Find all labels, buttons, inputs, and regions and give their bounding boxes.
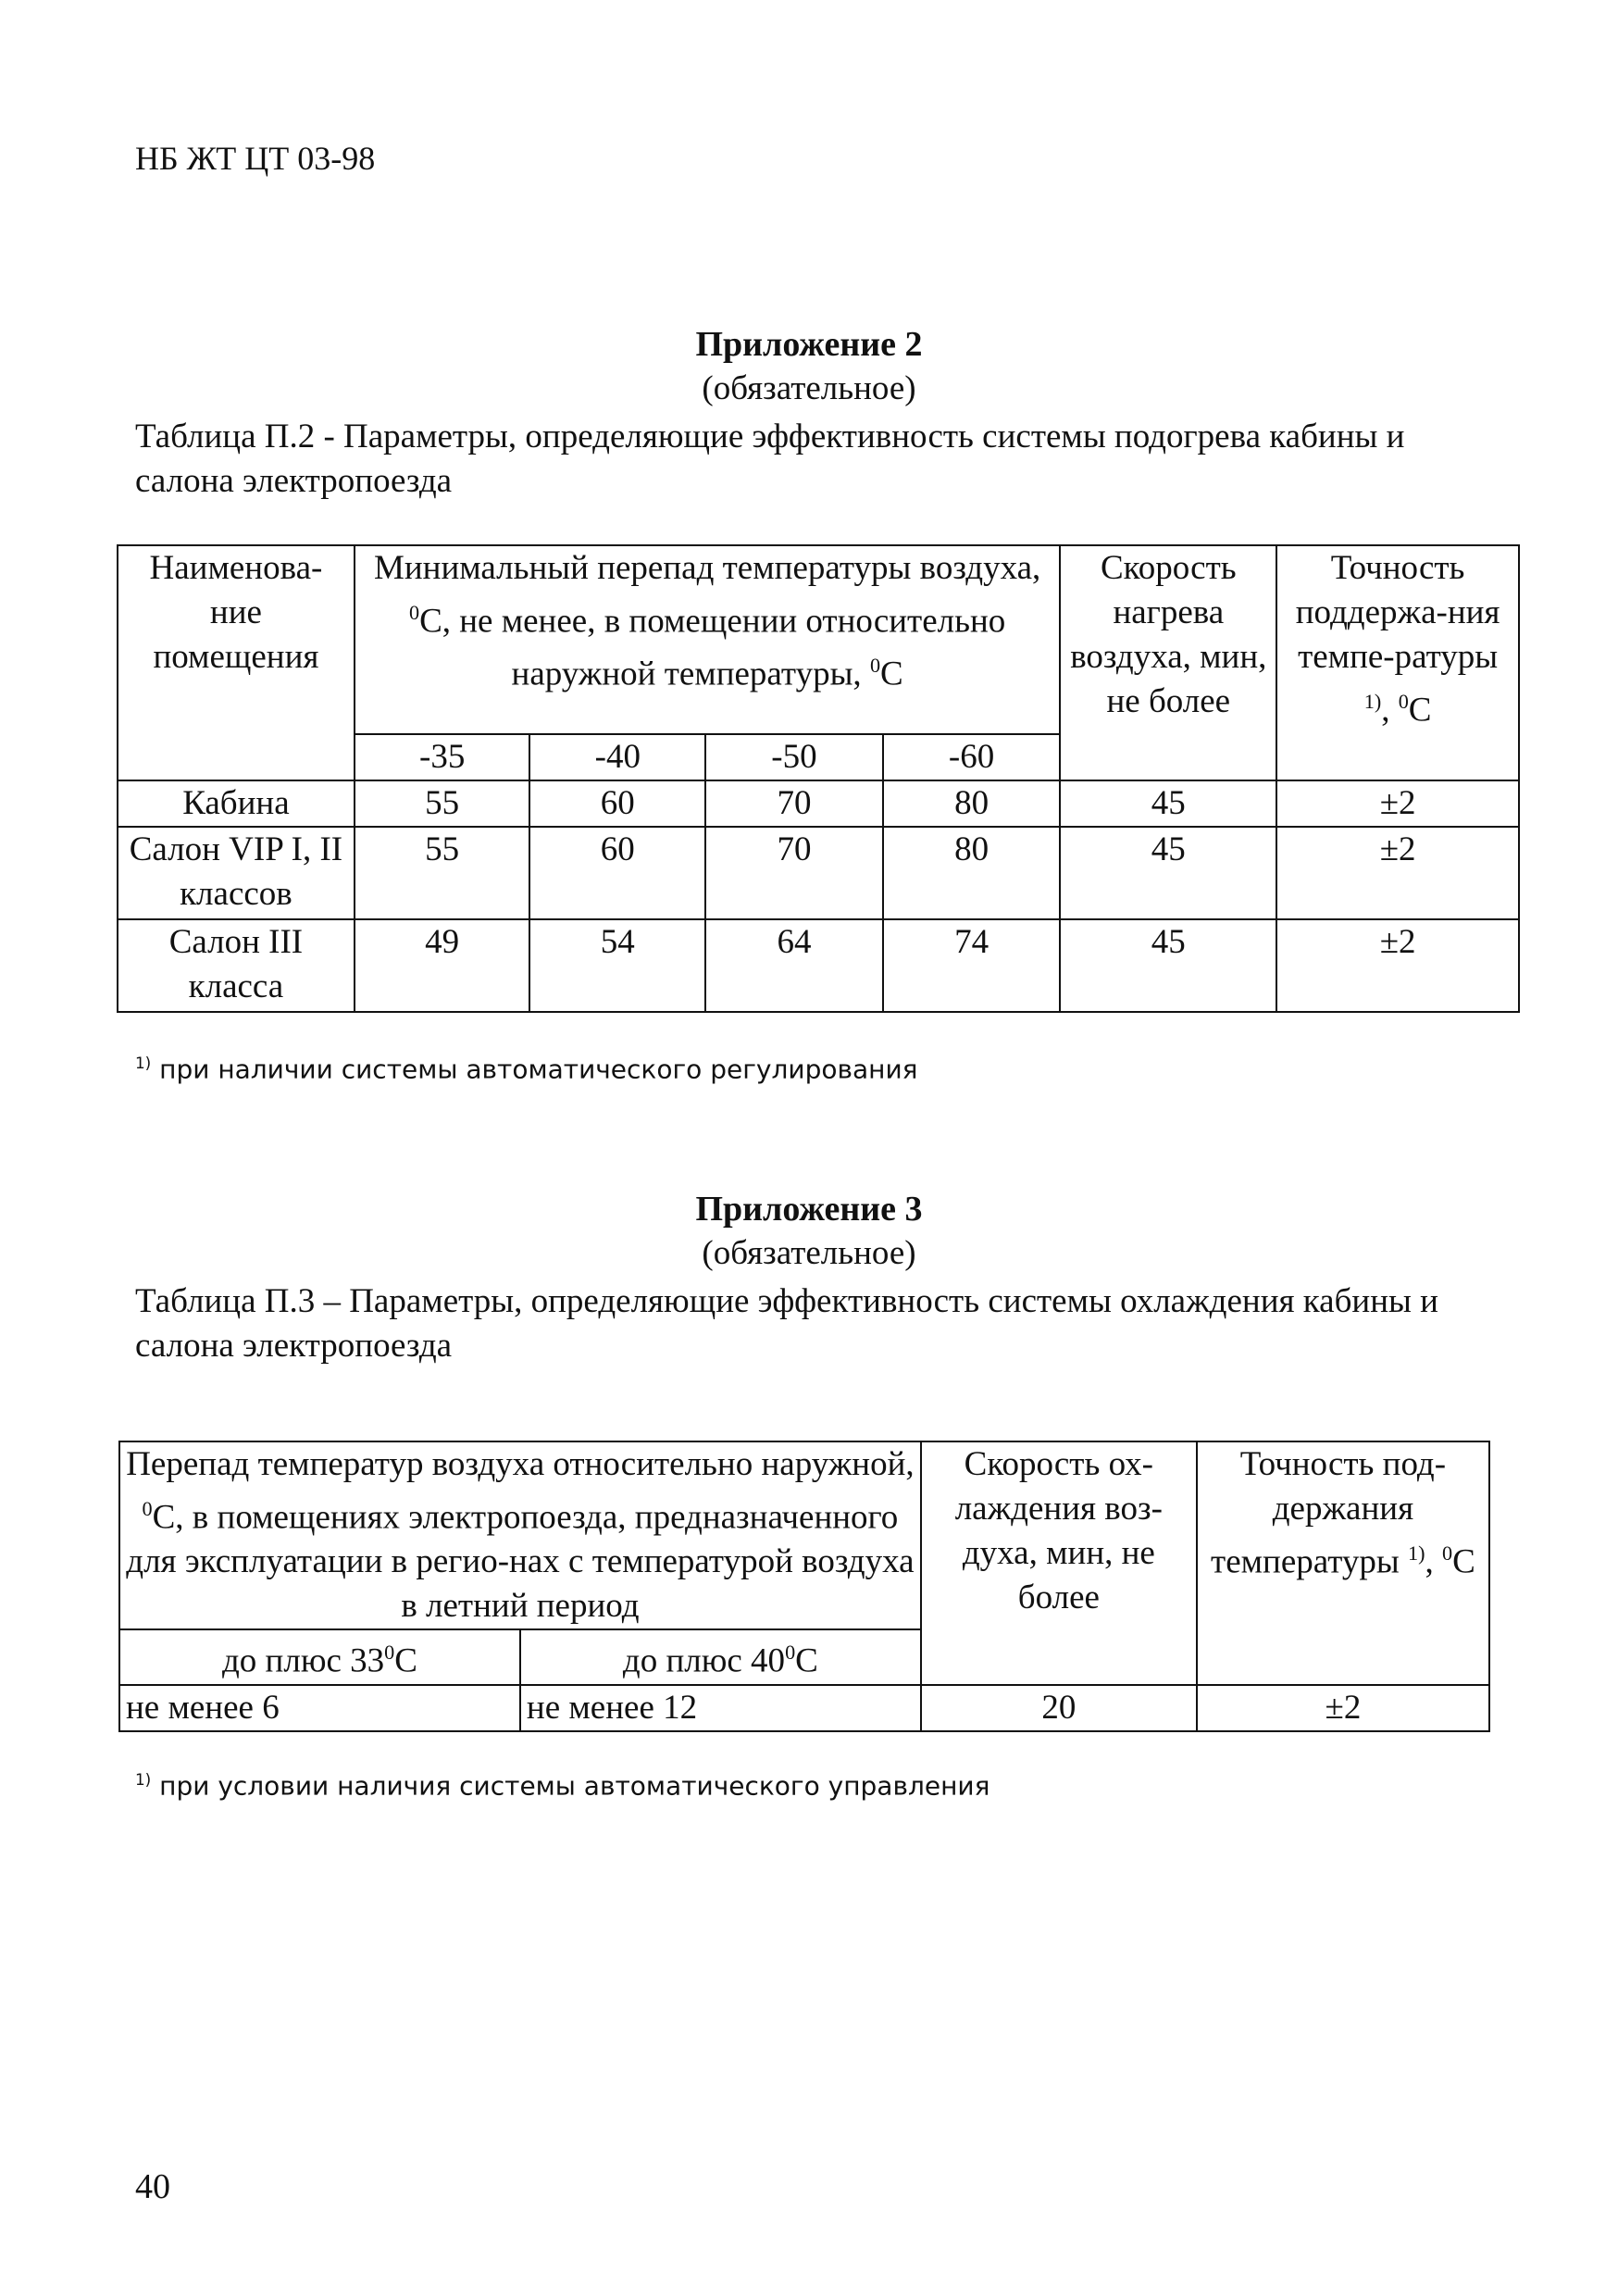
row-accuracy: ±2	[1276, 919, 1519, 1012]
annex2-title: Приложение 2	[695, 325, 923, 364]
row-speed: 45	[1060, 780, 1276, 827]
annex2-caption: Таблица П.2 - Параметры, определяющие эффективность системы подогрева кабины и салона электропоезда	[135, 418, 1405, 500]
row-value: 64	[705, 919, 883, 1012]
header-temperature-diff: Минимальный перепад температуры воздуха, $^0$С, не менее, в помещении относительно наружной температуры, $^0$С	[355, 545, 1061, 734]
header-room: Наименова-ние помещения	[118, 545, 355, 780]
table-row	[118, 780, 1519, 827]
annex3-caption: Таблица П.3 – Параметры, определяющие эффективность системы охлаждения кабины и салона электропоезда	[135, 1282, 1438, 1365]
temp-col-40: -40	[529, 734, 705, 780]
row-accuracy: ±2	[1276, 827, 1519, 919]
row-value: 55	[355, 780, 530, 827]
header-accuracy: Точность под-держания температуры $^{1)}$, $^0$С	[1197, 1441, 1489, 1685]
annex3-footnote: $^{1)}$ при условии наличия системы автоматического управления	[135, 1770, 990, 1802]
temp-col-35: -35	[355, 734, 530, 780]
row-speed: 45	[1060, 919, 1276, 1012]
heating-table	[117, 544, 1520, 1013]
cooling-table	[118, 1441, 1490, 1732]
header-cooling-speed: Скорость ох-лаждения воз-духа, мин, не более	[921, 1441, 1197, 1685]
annex2-footnote: $^{1)}$ при наличии системы автоматического регулирования	[135, 1054, 918, 1085]
row-room: Салон III класса	[118, 919, 355, 1012]
subheader-33: до плюс $33^0С$	[119, 1629, 520, 1684]
row-value: не менее 12	[520, 1685, 921, 1731]
row-value: 74	[883, 919, 1061, 1012]
table-row	[118, 919, 1519, 1012]
header-heating-speed: Скорость нагрева воздуха, мин, не более	[1060, 545, 1276, 780]
row-speed: 20	[921, 1685, 1197, 1731]
temp-col-60: -60	[883, 734, 1061, 780]
header-accuracy: Точность поддержа-ния темпе-ратуры $^{1)}$, $^0$С	[1276, 545, 1519, 780]
row-value: 60	[529, 780, 705, 827]
row-accuracy: ±2	[1197, 1685, 1489, 1731]
row-value: 49	[355, 919, 530, 1012]
row-room: Кабина	[118, 780, 355, 827]
temp-col-50: -50	[705, 734, 883, 780]
row-value: 60	[529, 827, 705, 919]
page-number: 40	[135, 2167, 170, 2206]
annex2-status: (обязательное)	[702, 369, 916, 407]
row-speed: 45	[1060, 827, 1276, 919]
annex3-title: Приложение 3	[695, 1190, 923, 1229]
row-value: 80	[883, 827, 1061, 919]
document-code: НБ ЖТ ЦТ 03-98	[135, 140, 376, 177]
row-value: 70	[705, 827, 883, 919]
row-value: не менее 6	[119, 1685, 520, 1731]
row-value: 55	[355, 827, 530, 919]
subheader-40: до плюс $40^0С$	[520, 1629, 921, 1684]
table-row	[118, 827, 1519, 919]
header-temperature-diff: Перепад температур воздуха относительно наружной, $^0$С, в помещениях электропоезда, предназначенного для эксплуатации в регио-нах с температурой воздуха в летний период	[119, 1441, 921, 1629]
row-room: Салон VIP I, II классов	[118, 827, 355, 919]
row-value: 54	[529, 919, 705, 1012]
row-accuracy: ±2	[1276, 780, 1519, 827]
row-value: 80	[883, 780, 1061, 827]
row-value: 70	[705, 780, 883, 827]
annex3-status: (обязательное)	[702, 1234, 916, 1272]
table-row	[119, 1685, 1489, 1731]
